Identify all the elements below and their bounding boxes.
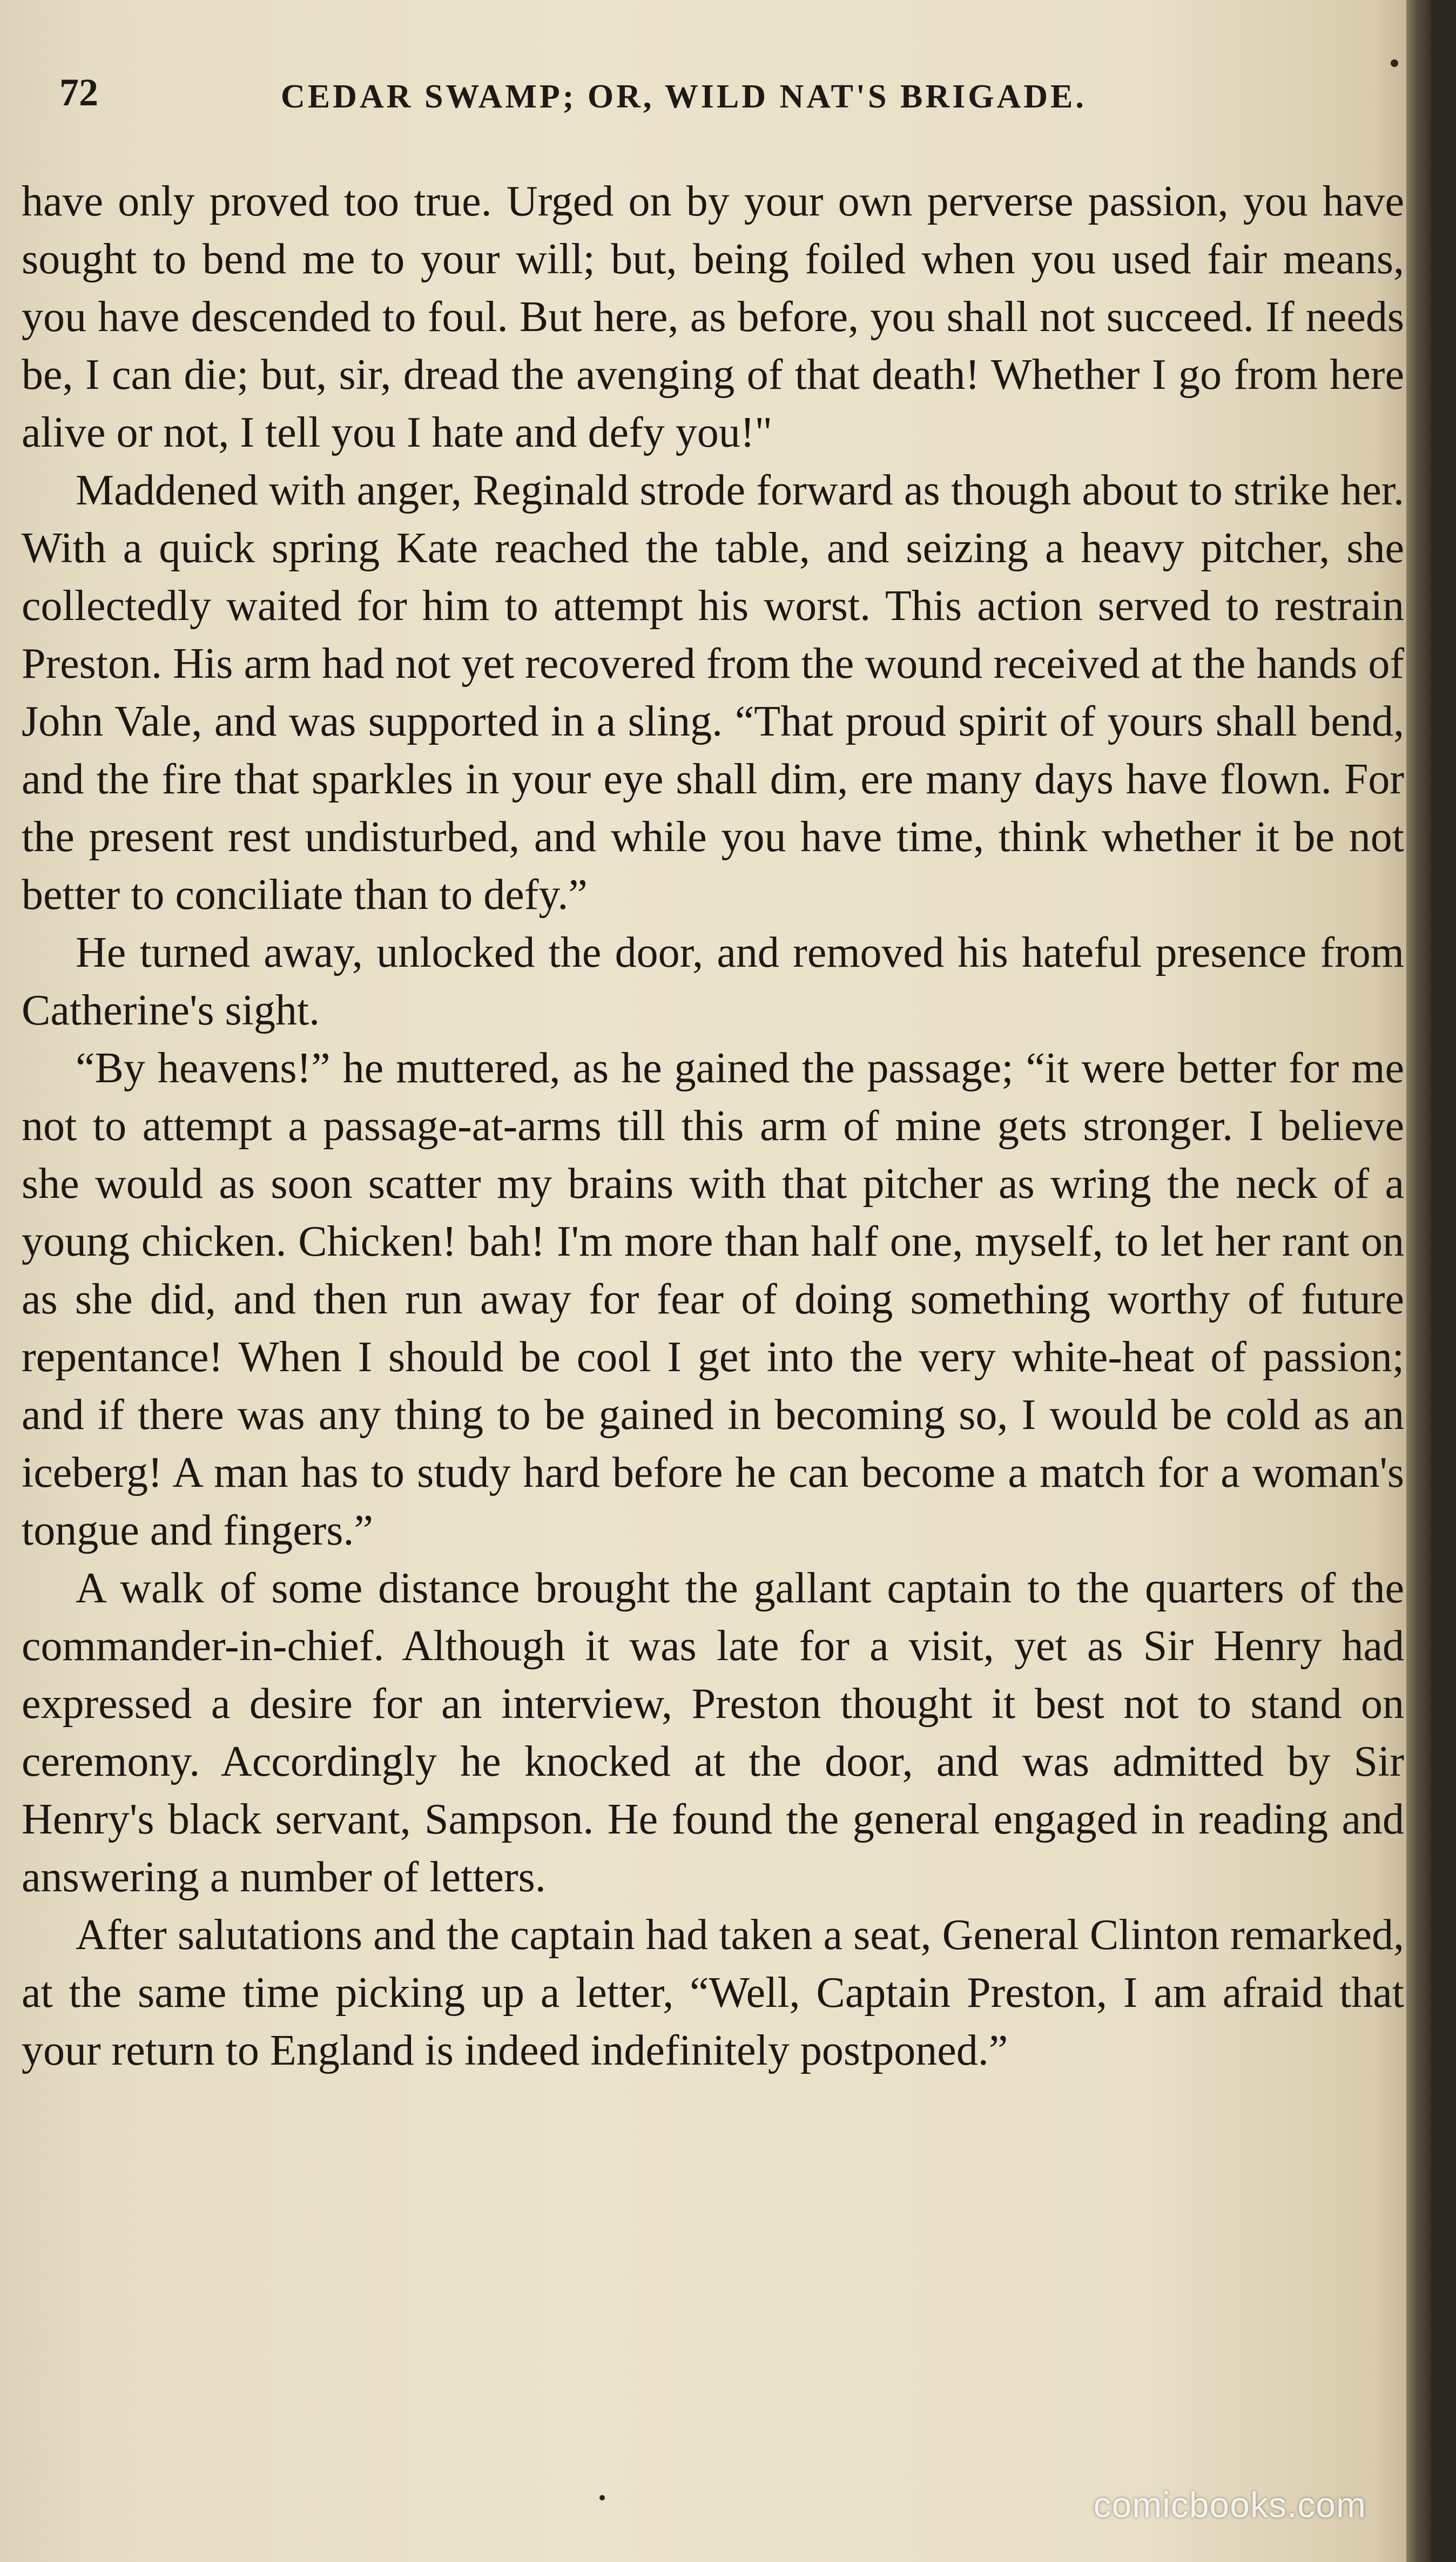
ink-speck	[1391, 59, 1398, 67]
paragraph: He turned away, unlocked the door, and removed his hateful presence from Catherine's sight.	[22, 929, 1404, 1034]
paragraph: Maddened with anger, Reginald strode forward as though about to strike her. With a quick spring Kate reached the table, and seizing a heavy pitcher, she collectedly waited for him to attempt his worst. This action served to restrain Preston. His arm had not yet recovered from the wound received at the hands of John Vale, and was supported in a sling. “That proud spirit of yours shall bend, and the fire that sparkles in your eye shall dim, ere many days have flown. For the present rest undisturbed, and while you have time, think whether it be not better to conciliate than to defy.”	[22, 467, 1404, 919]
watermark: comicbooks.com	[1093, 2485, 1366, 2525]
paragraph: After salutations and the captain had taken a seat, General Clinton remarked, at the same time picking up a letter, “Well, Captain Preston, I am afraid that your return to England is indeed indefinitely postponed.”	[22, 1911, 1404, 2074]
paragraph: A walk of some distance brought the gallant captain to the quarters of the commander-in-chief. Although it was late for a visit, yet as Sir Henry had expressed a desire for an interview, Preston thought it best not to stand on ceremony. Accordingly he knocked at the door, and was admitted by Sir Henry's black servant, Sampson. He found the general engaged in reading and answering a number of letters.	[22, 1565, 1404, 1901]
body-text	[22, 173, 1404, 2080]
running-head	[59, 70, 1339, 135]
paragraph: “By heavens!” he muttered, as he gained the passage; “it were better for me not to attempt a passage-at-arms till this arm of mine gets stronger. I believe she would as soon scatter my brains with that pitcher as wring the neck of a young chicken. Chicken! bah! I'm more than half one, myself, to let her rant on as she did, and then run away for fear of doing something worthy of future repentance! When I should be cool I get into the very white-heat of passion; and if there was any thing to be gained in becoming so, I would be cold as an iceberg! A man has to study hard before he can become a match for a woman's tongue and fingers.”	[22, 1044, 1404, 1554]
ink-speck	[599, 2495, 605, 2500]
paragraph-continued: have only proved too true. Urged on by your own perverse passion, you have sought to bend me to your will; but, being foiled when you used fair means, you have descended to foul. But here, as before, you shall not succeed. If needs be, I can die; but, sir, dread the avenging of that death! Whether I go from here alive or not, I tell you I hate and defy you!"	[22, 178, 1404, 456]
page-edge-shadow	[1406, 0, 1431, 2562]
running-title: CEDAR SWAMP; OR, WILD NAT'S BRIGADE.	[281, 78, 1087, 115]
page-number: 72	[59, 71, 98, 114]
